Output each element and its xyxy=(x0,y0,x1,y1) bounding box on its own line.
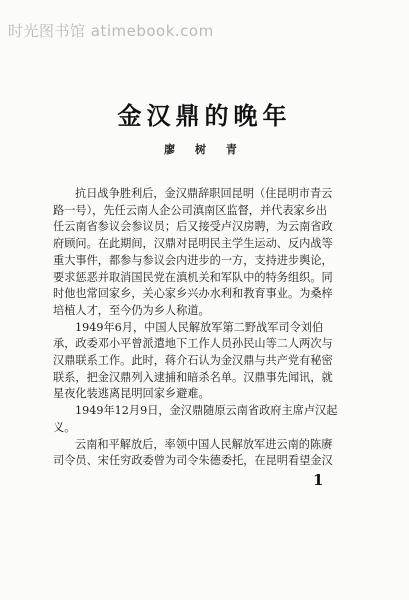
paragraph-3 xyxy=(53,403,375,436)
page-number: 1 xyxy=(313,471,324,489)
text-line: 星夜化装逃离昆明回家乡避难。 xyxy=(53,387,210,401)
text-line: 承，政委邓小平曾派遣地下工作人员孙民山等二人两次与 xyxy=(53,337,333,351)
text-line: 培植人才，至今仍为乡人称道。 xyxy=(53,303,210,317)
text-line: 重大事件，都参与参议会内进步的一方，支持进步舆论， xyxy=(53,253,333,267)
text-line: 要求惩恶并取消国民党在滇机关和军队中的特务组织。同 xyxy=(53,270,333,284)
article-body xyxy=(53,186,375,470)
text-line: 路一号），先任云南人企公司滇南区监督，并代表家乡出 xyxy=(53,203,328,217)
text-line: 汉鼎联系工作。此时，蒋介石认为金汉鼎与共产党有秘密 xyxy=(53,354,333,368)
text-line: 司令员、宋任穷政委曾为司令朱德委托，在昆明看望金汉 xyxy=(53,454,333,468)
text-line: 府顾问。在此期间，汉鼎对昆明民主学生运动、反内战等 xyxy=(53,237,333,251)
watermark: 时光图书馆 atimebook.com xyxy=(8,22,214,40)
text-line: 云南和平解放后，率领中国人民解放军进云南的陈赓 xyxy=(75,437,333,451)
text-line: 1949年6月，中国人民解放军第二野战军司令刘伯 xyxy=(75,320,324,334)
text-line: 义。 xyxy=(53,420,76,434)
paragraph-4 xyxy=(53,437,375,470)
text-line: 1949年12月9日，金汉鼎随原云南省政府主席卢汉起 xyxy=(75,404,338,418)
paragraph-2 xyxy=(53,320,375,404)
text-line: 时他也常回家乡，关心家乡兴办水利和教育事业。为桑梓 xyxy=(53,287,333,301)
text-line: 联系，把金汉鼎列入逮捕和暗杀名单。汉鼎事先闻讯，就 xyxy=(53,370,333,384)
text-line: 抗日战争胜利后，金汉鼎辞职回昆明（住昆明市青云 xyxy=(75,187,333,200)
text-line: 任云南省参议会参议员；后又接受卢汉房聘，为云南省政 xyxy=(53,220,333,234)
article-title: 金汉鼎的晚年 xyxy=(117,101,292,130)
author-name: 廖 树 青 xyxy=(164,143,245,156)
paragraph-1 xyxy=(53,186,375,320)
